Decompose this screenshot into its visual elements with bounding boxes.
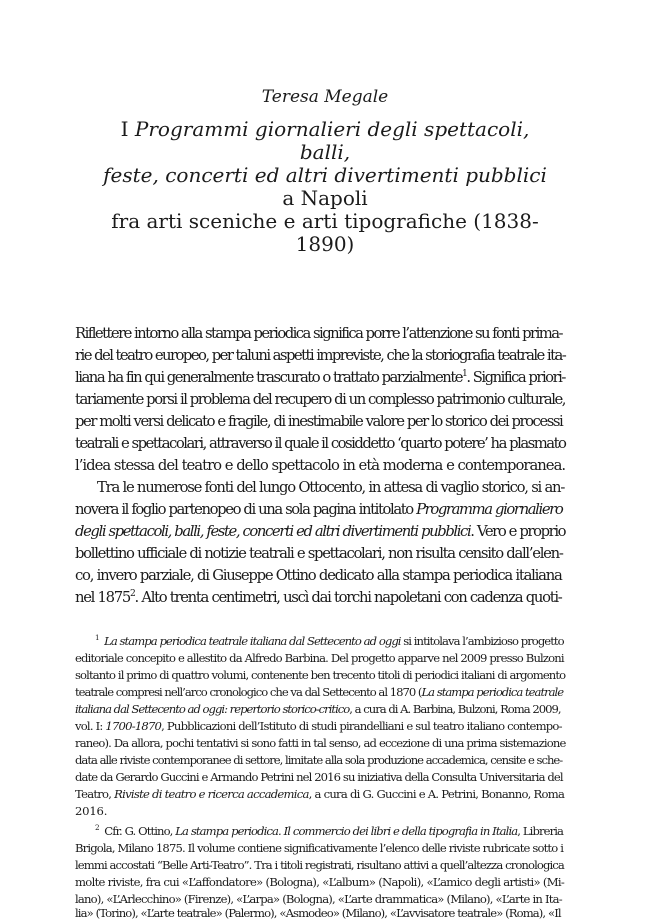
footnote-italic: La stampa periodica. Il commercio dei libri e della tipografia in Italia: [175, 824, 518, 838]
body-line: Tra le numerose fonti del lungo Ottocento, in attesa di vaglio storico, si an-: [97, 479, 565, 496]
body-text-run: . Significa priori-: [466, 369, 565, 386]
title-line-1: [95, 118, 555, 164]
title-text-italic: Programmi giornalieri degli spettacoli, balli,: [134, 117, 530, 164]
footnote-line: lia» (Torino), «L’arte teatrale» (Palermo), «Asmodeo» (Milano), «L’avvisatore teatrale» (Roma), «Il: [75, 906, 561, 920]
footnote-italic: italiana dal Settecento ad oggi: repertorio storico-critico: [75, 702, 350, 716]
body-line: [75, 589, 565, 606]
body-line: tariamente porsi il problema del recupero di un complesso patrimonio culturale,: [75, 391, 566, 408]
footnote-line: soltanto il primo di quattro volumi, contenente ben trecento titoli di periodici italiani di argomento: [75, 668, 566, 682]
footnote-line: 2016.: [75, 804, 108, 818]
footnote-italic: Riviste di teatro e ricerca accademica: [114, 787, 309, 801]
footnote-line: lano), «L’Arlecchino» (Firenze), «L’arpa» (Bologna), «L’arte drammatica» (Milano), «L’arte in Ita-: [75, 892, 562, 906]
footnote-line: [75, 719, 565, 733]
footnote-line: [75, 787, 565, 801]
body-line: l’idea stessa del teatro e dello spettacolo in età moderna e contemporanea.: [75, 457, 566, 474]
footnote-text: , Pubblicazioni dell’Istituto di studi pirandelliani e sul teatro italiano contempo-: [161, 719, 562, 733]
footnote-text: , a cura di G. Guccini e A. Petrini, Bonanno, Roma: [308, 787, 565, 801]
body-text-italic: degli spettacoli, balli, feste, concerti ed altri divertimenti pubblici: [75, 523, 471, 540]
title-text: a Napoli: [282, 186, 368, 210]
body-text-run: . Vero e proprio: [470, 523, 566, 540]
footnote-line: lemmi accostati “Belle Arti-Teatro”. Tra i titoli registrati, risultano attivi a quell’altezza cronologica: [75, 858, 564, 872]
title-line-2: [95, 164, 555, 210]
footnote-text: Teatro,: [75, 787, 115, 801]
body-text-run: . Alto trenta centimetri, uscì dai torchi napoletani con cadenza quoti-: [134, 589, 562, 606]
title-text: I: [120, 117, 135, 141]
article-title: [95, 118, 555, 256]
body-text-italic: Programma giornaliero: [416, 501, 563, 518]
body-line: [75, 501, 565, 518]
footnote-line: raneo). Da allora, pochi tentativi si sono fatti in tal senso, ad eccezione di una prima sistemazione: [75, 736, 566, 750]
body-text-run: liana ha fin qui generalmente trascurato o trattato parzialmente: [75, 369, 463, 386]
footnote-text: si intitolava l’ambizioso progetto: [400, 634, 564, 648]
footnote-line: [95, 824, 565, 838]
title-text-italic: feste, concerti ed altri divertimenti pubblici: [103, 163, 547, 187]
footnote-line: [75, 685, 565, 699]
footnote-number: 2: [95, 823, 99, 833]
footnote-italic: 1700-1870: [105, 719, 162, 733]
title-line-3: fra arti sceniche e arti tipografiche (1838-1890): [111, 209, 539, 256]
body-text-run: novera il foglio partenopeo di una sola pagina intitolato: [75, 501, 417, 518]
footnote-line: molte riviste, fra cui «L’affondatore» (Bologna), «L’album» (Napoli), «L’amico degli artisti» (Mi-: [75, 875, 565, 889]
body-line: bollettino ufficiale di notizie teatrali e spettacolari, non risulta censito dall’elen-: [75, 545, 563, 562]
footnote-line: editoriale concepito e allestito da Alfredo Barbina. Del progetto apparve nel 2009 presso Bulzoni: [75, 651, 564, 665]
body-line: per molti versi delicato e fragile, di inestimabile valore per lo storico dei processi: [75, 413, 563, 430]
footnote-italic: La stampa periodica teatrale italiana dal Settecento ad oggi: [104, 634, 401, 648]
footnote-text: Cfr. G. Ottino,: [104, 824, 176, 838]
body-line: [75, 523, 565, 540]
body-line: [75, 369, 565, 386]
footnote-ref: 1: [462, 368, 467, 380]
footnote-line: Brigola, Milano 1875. Il volume contiene significativamente l’elenco delle riviste rubricate sotto i: [75, 841, 564, 855]
footnote-line: [75, 702, 565, 716]
footnote-text: , a cura di A. Barbina, Bulzoni, Roma 2009,: [349, 702, 561, 716]
footnote-number: 1: [95, 633, 99, 643]
body-text-run: nel 1875: [75, 589, 130, 606]
body-line: rie del teatro europeo, per taluni aspetti impreviste, che la storiografia teatrale ita-: [75, 347, 566, 364]
author-name: Teresa Megale: [261, 87, 389, 107]
body-line: teatrali e spettacolari, attraverso il quale il cosiddetto ‘quarto potere’ ha plasmato: [75, 435, 566, 452]
footnote-line: data alle riviste contemporanee di settore, limitate alla sola produzione accademica, censite e sche-: [75, 753, 563, 767]
footnote-italic: La stampa periodica teatrale: [421, 685, 564, 699]
footnote-text: , Libreria: [517, 824, 564, 838]
footnote-line: [95, 634, 565, 648]
footnote-text: teatrale compresi nell’arco cronologico che va dal Settecento al 1870 (: [75, 685, 422, 699]
footnote-line: date da Gerardo Guccini e Armando Petrini nel 2016 su iniziativa della Consulta Universitaria del: [75, 770, 563, 784]
footnote-ref: 2: [129, 588, 135, 600]
footnote-text: vol. I:: [75, 719, 106, 733]
body-line: Riflettere intorno alla stampa periodica significa porre l’attenzione su fonti prima-: [75, 325, 562, 342]
body-line: co, invero parziale, di Giuseppe Ottino dedicato alla stampa periodica italiana: [75, 567, 562, 584]
